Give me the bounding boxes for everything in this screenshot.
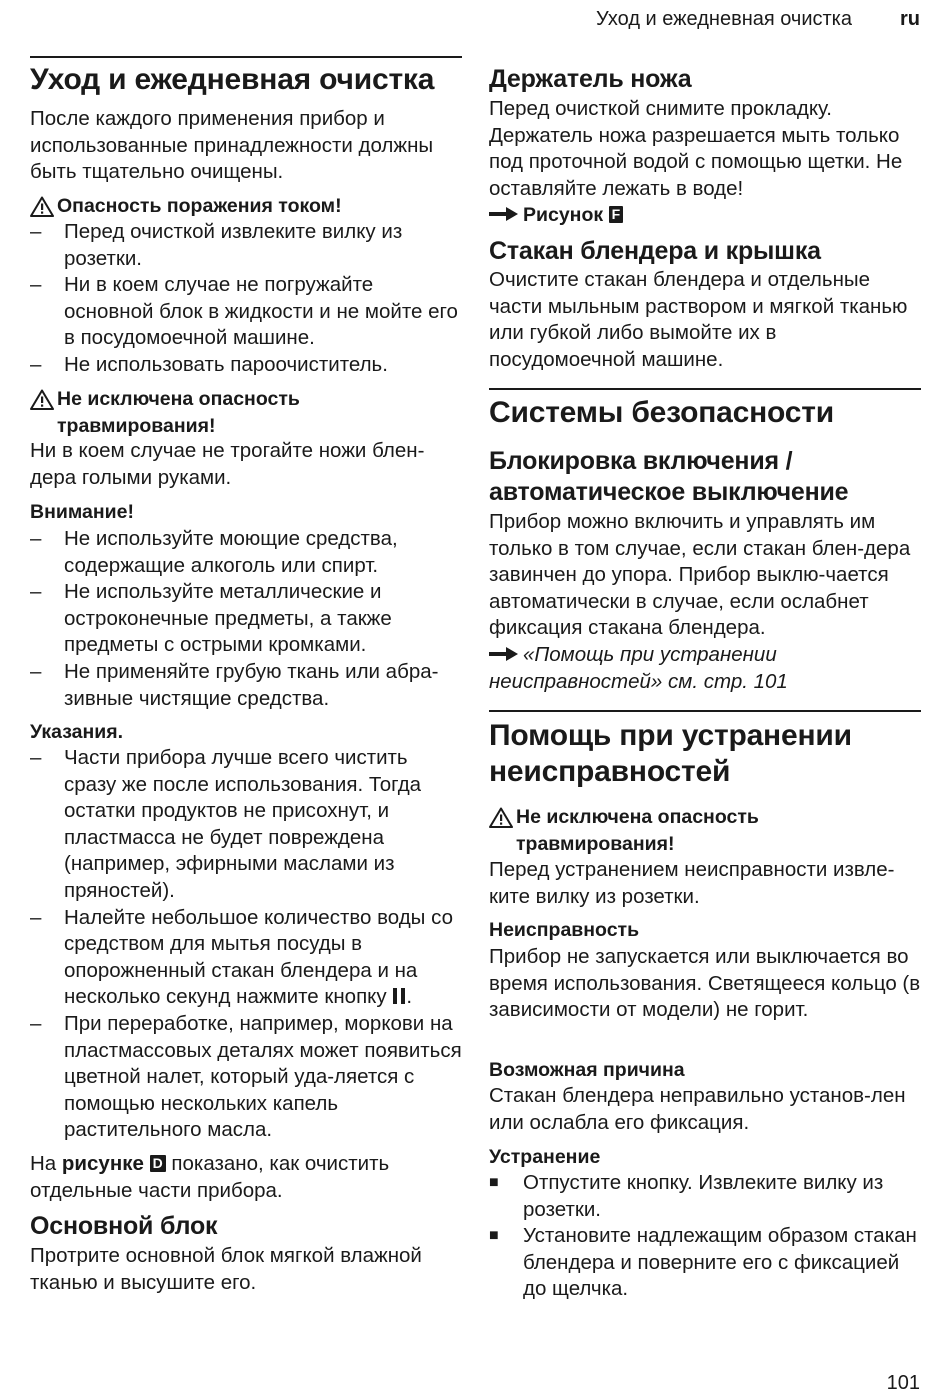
running-header-title: Уход и ежедневная очистка bbox=[596, 8, 852, 30]
language-code: ru bbox=[900, 8, 920, 30]
warning-triangle-icon bbox=[30, 193, 57, 219]
list-item: – Налейте небольшое количество воды со средством для мытья посуды в опорожненный стакан блендера и на несколько секунд нажмите кнопку . bbox=[30, 905, 453, 1009]
trouble-warning bbox=[489, 804, 921, 857]
knife-figure-ref: Рисунок F bbox=[489, 202, 921, 229]
injury-text: Ни в коем случае не трогайте ножи блен-дера голыми руками. bbox=[30, 439, 425, 489]
pause-button-icon bbox=[392, 986, 406, 1004]
arrow-right-icon bbox=[489, 643, 519, 659]
section-divider bbox=[489, 710, 921, 712]
trouble-warning-body: Перед устранением неисправности извле-ките вилку из розетки. bbox=[489, 858, 895, 908]
list-item: – Части прибора лучше всего чистить сразу же после использования. Тогда остатки продуктов не присохнут, и пластмасса не будет повреждена (например, эфирными маслами из пряностей). bbox=[30, 746, 422, 902]
cause-label: Возможная причина bbox=[489, 1059, 685, 1081]
trouble-warning-text: Не исключена опасность травмирования! bbox=[516, 806, 759, 855]
list-item: – При переработке, например, моркови на пластмассовых деталях может появиться цветной налет, который уда-ляется с помощью нескольких капель растительного масла. bbox=[30, 1011, 462, 1142]
list-item: ■ Отпустите кнопку. Извлеките вилку из розетки. bbox=[489, 1171, 884, 1221]
figure-reference: На рисунке D показано, как очистить отдельные части прибора. bbox=[30, 1152, 390, 1202]
electric-list bbox=[30, 219, 462, 379]
section-divider bbox=[30, 56, 462, 58]
lock-title: Блокировка включения / автоматическое выключение bbox=[489, 447, 849, 506]
list-item: – Не используйте металлические и остроконечные предметы, а также предметы с острыми кромками. bbox=[30, 580, 392, 657]
cup-text: Очистите стакан блендера и отдельные части мыльным раствором и мягкой тканью или губкой либо вымойте их в посудомоечной машине. bbox=[489, 268, 908, 371]
knife-holder-title: Держатель ножа bbox=[489, 65, 692, 93]
list-item: – Не использовать пароочиститель. bbox=[30, 352, 388, 376]
attention-list bbox=[30, 526, 462, 712]
fault-text: Прибор не запускается или выключается во время использования. Светящееся кольцо (в зависимости от модели) не горит. bbox=[489, 945, 921, 1022]
fault-label: Неисправность bbox=[489, 919, 640, 941]
notes-list bbox=[30, 745, 462, 1144]
lock-text: Прибор можно включить и управлять им только в том случае, если стакан блен-дера завинчен до упора. Прибор выклю-чается автоматически в случае, если ослабнет фиксация стакана блендера. bbox=[489, 510, 911, 640]
remedy-list bbox=[489, 1170, 921, 1303]
care-intro: После каждого применения прибор и использованные принадлежности должны быть тщательно очищены. bbox=[30, 107, 434, 184]
warning-triangle-icon bbox=[489, 804, 516, 830]
injury-warning bbox=[30, 386, 462, 439]
list-item: ■ Установите надлежащим образом стакан блендера и поверните его с фиксацией до щелчка. bbox=[489, 1224, 917, 1301]
warning-triangle-icon bbox=[30, 386, 57, 412]
troubleshooting-title: Помощь при устранении неисправностей bbox=[489, 719, 852, 788]
main-unit-text: Протрите основной блок мягкой влажной тканью и высушите его. bbox=[30, 1244, 422, 1294]
list-item: – Не применяйте грубую ткань или абра-зивные чистящие средства. bbox=[30, 659, 439, 710]
injury-warning-text: Не исключена опасность травмирования! bbox=[57, 388, 300, 437]
notes-label: Указания. bbox=[30, 721, 124, 743]
attention-label: Внимание! bbox=[30, 501, 134, 523]
cause-text: Стакан блендера неправильно установ-лен или ослабла его фиксация. bbox=[489, 1084, 906, 1134]
electric-warning bbox=[30, 193, 462, 220]
page-number: 101 bbox=[886, 1372, 920, 1394]
figure-letter-badge: F bbox=[609, 206, 624, 223]
knife-holder-text: Перед очисткой снимите прокладку. Держатель ножа разрешается мыть только под проточной водой с помощью щетки. Не оставляйте лежать в воде! bbox=[489, 97, 903, 200]
electric-warning-text: Опасность поражения током! bbox=[57, 195, 342, 217]
list-item: – Не используйте моющие средства, содержащие алкоголь или спирт. bbox=[30, 527, 398, 577]
lock-reference: «Помощь при устранении неисправностей» см. стр. 101 bbox=[489, 643, 788, 693]
main-unit-title: Основной блок bbox=[30, 1212, 218, 1240]
list-item: – Ни в коем случае не погружайте основной блок в жидкости и не мойте его в посудомоечной машине. bbox=[30, 273, 458, 350]
remedy-label: Устранение bbox=[489, 1146, 601, 1168]
cup-title: Стакан блендера и крышка bbox=[489, 237, 821, 265]
list-item: – Перед очисткой извлеките вилку из розетки. bbox=[30, 220, 403, 270]
section-divider bbox=[489, 388, 921, 390]
safety-title: Системы безопасности bbox=[489, 396, 834, 429]
arrow-right-icon bbox=[489, 203, 519, 219]
care-title: Уход и ежедневная очистка bbox=[30, 63, 435, 96]
figure-letter-badge: D bbox=[150, 1155, 166, 1172]
